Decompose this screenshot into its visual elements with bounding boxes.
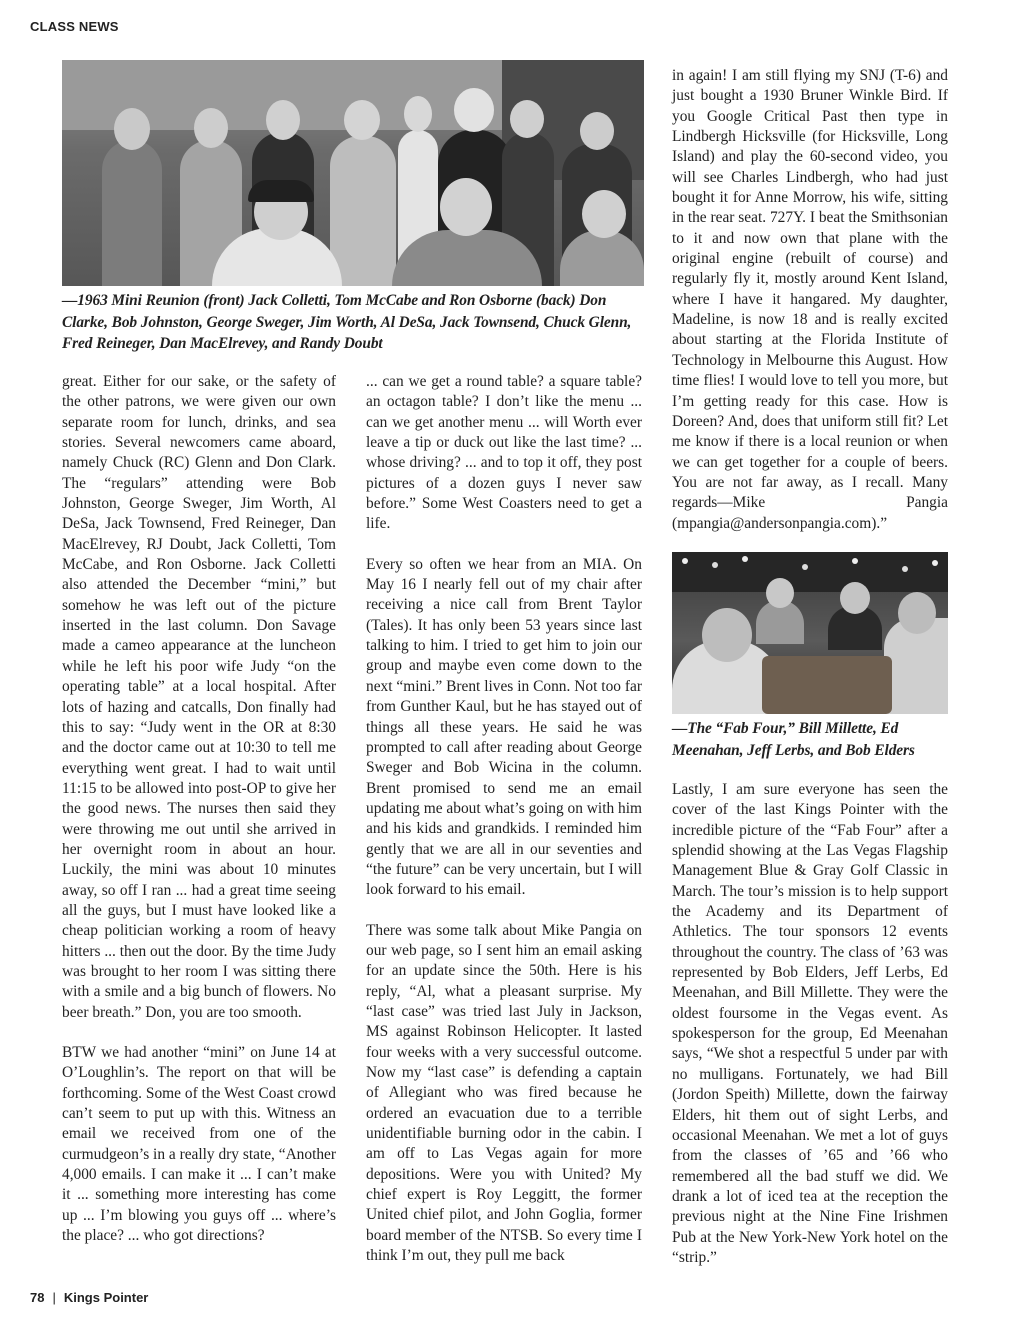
column-middle xyxy=(366,372,642,1266)
column-right-top xyxy=(672,66,948,534)
middle-paragraph-2: Every so often we hear from an MIA. On May 16 I nearly fell out of my chair after receiving a nice call from Brent Taylor (Tales). It has only been 53 years since last talking to him. I tried to get him to join our group and maybe even come down to the next “mini.” Brent lives in Conn. Not too far from Gunther Kaul, but he has stayed out of things all these years. He said he was prompted to call after reading about George Sweger and Bob Wicina in the column. Brent promised to send me an email updating me about what’s going on with him and his kids and grandkids. I reminded him gently that we are all in our seventies and “the future” can be very uncertain, but I will look forward to his email. xyxy=(366,555,642,899)
page-footer xyxy=(30,1290,148,1305)
right-paragraph-2: Lastly, I am sure everyone has seen the cover of the last Kings Pointer with the incredible picture of the “Fab Four” after a splendid showing at the Las Vegas Flagship Management Blue & Gray Golf Classic in March. The tour’s mission is to help support the Academy and its Department of Athletics. The tour sponsors 12 events throughout the country. The class of ’63 was represented by Bob Elders, Jeff Lerbs, Ed Meenahan, and Bill Millette. They were the oldest foursome in the Vegas event. As spokesperson for the group, Ed Meenahan says, “We shot a respectful 5 under par with no mulligans. Fortunately, we had Bill (Jordon Speith) Millette, down the fairway Elders, hit them out of sight Lerbs, and occasional Meenahan. We met a lot of guys from the classes of ’65 and ’66 who remembered all the bad stuff we did. We drank a lot of iced tea at the reception the previous night at the Nine Fine Irishmen Pub at the New York-New York hotel on the “strip.” xyxy=(672,781,948,1266)
page-number: 78 xyxy=(30,1290,45,1305)
fab-four-photo xyxy=(672,552,948,714)
reunion-photo xyxy=(62,60,644,286)
publication-name: Kings Pointer xyxy=(63,1290,149,1305)
left-paragraph-2: BTW we had another “mini” on June 14 at O’Loughlin’s. The report on that will be forthcoming. Some of the West Coast crowd can’t seem to put up with this. Witness an email we received from one of the curmudgeon’s in a really dry state, “Another 4,000 emails. I can make it ... I can’t make it ... something more interesting has come up ... I’m blowing you guys off ... where’s the place? ... who got directions? xyxy=(62,1044,336,1245)
column-right-bottom xyxy=(672,780,948,1268)
left-paragraph-1: great. Either for our sake, or the safety of the other patrons, we were given our own separate room for lunch, drinks, and sea stories. Several newcomers came aboard, namely Chuck (RC) Glenn and Don Clark. The “regulars” attending were Bob Johnston, George Sweger, Jim Worth, Al DeSa, Jack Townsend, Fred Reineger, Dan MacElrevey, RJ Doubt, Jack Colletti, Tom McCabe, and Ron Osborne. Jack Colletti also attended the December “mini,” but somehow he was left out of the picture inserted in the last column. Don Savage made a cameo appearance at the luncheon while he left his poor wife Judy “on the operating table” at a local hospital. After lots of hazing and catcalls, Don finally had this to say: “Judy went in the OR at 8:30 and the doctor came out at 10:30 to tell me everything went great. I had to wait until 11:15 to be allowed into post-OP to give her the good news. The nurses then said they were throwing me out until she arrived in her overnight room in about an hour. Luckily, the mini was about 10 minutes away, so off I ran ... had a great time seeing all the guys, but I must have looked like a cheap politician working a room of heavy hitters ... then out the door. By the time Judy was brought to her room I was sitting there with a smile and a big bunch of flowers. No beer breath.” Don, you are too smooth. xyxy=(62,373,337,1021)
right-paragraph-1: in again! I am still flying my SNJ (T-6) and just bought a 1930 Bruner Winkle Bird. If you Google Critical Past then type in Lindbergh Hicksville (for Hicksville, Long Island) and play the 60-second video, you will see Charles Lindbergh, who had just bought it for Anne Morrow, his wife, sitting in the rear seat. 727Y. I beat the Smithsonian to it and now own that plane with the original engine (rebuilt of course) and regularly fly it, mostly around Kent Island, where I have it hangared. My daughter, Madeline, is now 18 and is really excited about starting at the Florida Institute of Technology in Melbourne this August. How time flies! I would love to tell you more, but I’m getting ready for this case. How is Doreen? And, does that uniform still fit? Let me know if there is a local reunion or when we can get together for a couple of beers. You are not far away, as I recall. Many regards—Mike Pangia (mpangia@andersonpangia.com).” xyxy=(672,67,948,532)
section-header: CLASS NEWS xyxy=(30,19,119,34)
middle-paragraph-1: ... can we get a round table? a square table? an octagon table? I don’t like the menu ... can we get another menu ... will Worth ever leave a tip or duck out like the last time? ... whose driving? ... and to top it off, they post pictures of a dozen guys I never saw before.” Some West Coasters need to get a life. xyxy=(366,373,642,533)
footer-separator: | xyxy=(52,1290,56,1305)
fab-four-photo-caption: —The “Fab Four,” Bill Millette, Ed Meenahan, Jeff Lerbs, and Bob Elders xyxy=(672,720,915,759)
reunion-photo-caption: —1963 Mini Reunion (front) Jack Colletti, Tom McCabe and Ron Osborne (back) Don Clarke, Bob Johnston, George Sweger, Jim Worth, Al DeSa, Jack Townsend, Chuck Glenn, Fred Reineger, Dan MacElrevey, and Randy Doubt xyxy=(62,292,632,352)
middle-paragraph-3: There was some talk about Mike Pangia on our web page, so I sent him an email asking for an update since the 50th. Here is his reply, “Al, what a pleasant surprise. My “last case” was tried last July in Jackson, MS against Robinson Helicopter. It lasted four weeks with a very successful outcome. Now my “last case” is defending a captain of Allegiant who was fired because he ordered an evacuation due to a terrible unidentifiable burning odor in the cabin. I am off to Las Vegas again for more depositions. Were you with United? My chief expert is Roy Leggitt, the former United chief pilot, and John Goglia, former board member of the NTSB. So every time I think I’m out, they pull me back xyxy=(366,921,642,1265)
column-left xyxy=(62,372,336,1246)
